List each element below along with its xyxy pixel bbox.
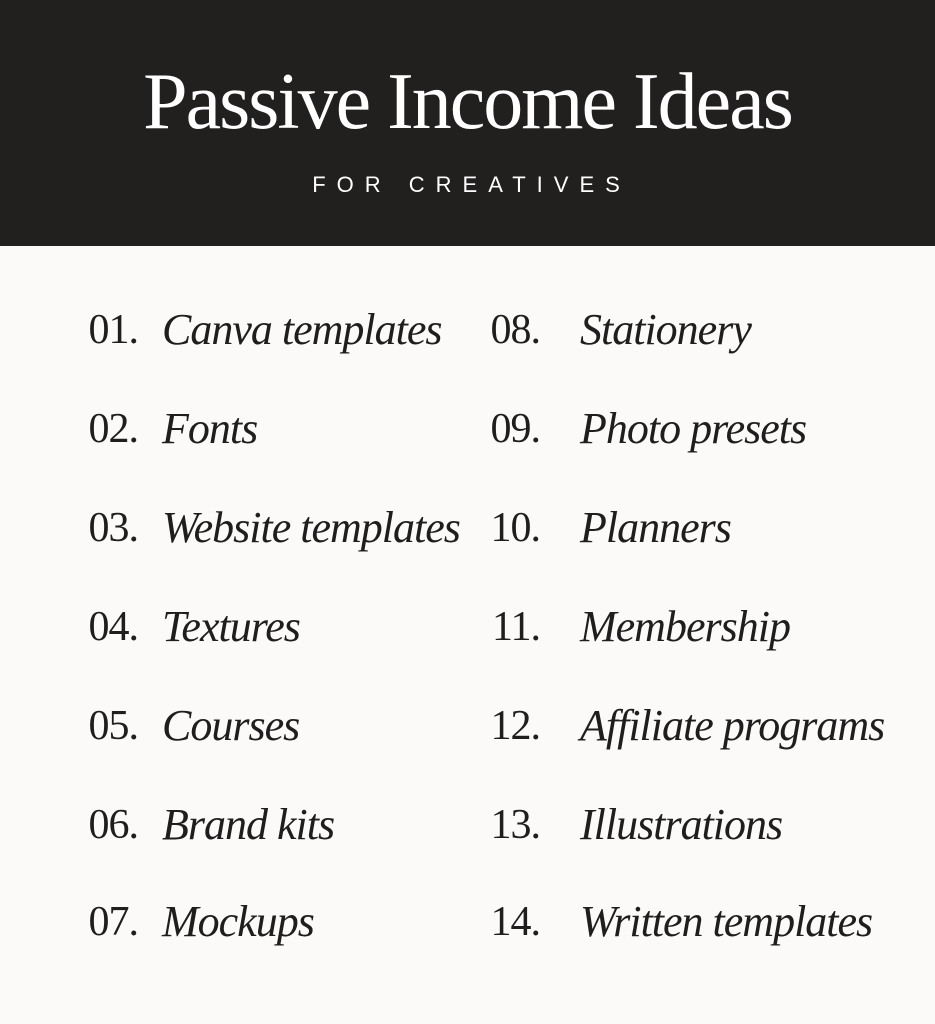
- header-banner: [0, 0, 935, 246]
- item-label: Photo presets: [580, 404, 807, 453]
- item-label: Textures: [162, 602, 300, 651]
- item-number: 03.: [88, 505, 138, 551]
- item-number: 08.: [490, 307, 540, 353]
- page-title: Passive Income Ideas: [143, 58, 792, 146]
- item-label: Brand kits: [162, 800, 335, 849]
- page-subtitle: FOR CREATIVES: [312, 172, 631, 197]
- item-label: Membership: [580, 602, 790, 651]
- item-number: 12.: [490, 703, 540, 749]
- item-number: 14.: [490, 899, 540, 945]
- item-label: Fonts: [162, 404, 258, 453]
- item-number: 13.: [490, 802, 540, 848]
- item-label: Affiliate programs: [580, 701, 885, 750]
- item-label: Mockups: [162, 897, 314, 946]
- item-label: Planners: [580, 503, 731, 552]
- item-number: 07.: [88, 899, 138, 945]
- item-number: 02.: [88, 406, 138, 452]
- item-number: 11.: [492, 604, 540, 650]
- item-number: 06.: [88, 802, 138, 848]
- item-label: Courses: [162, 701, 300, 750]
- item-number: 10.: [490, 505, 540, 551]
- item-label: Illustrations: [580, 800, 783, 849]
- item-number: 04.: [88, 604, 138, 650]
- item-number: 01.: [88, 307, 138, 353]
- item-label: Written templates: [580, 897, 873, 946]
- item-number: 05.: [88, 703, 138, 749]
- item-number: 09.: [490, 406, 540, 452]
- item-label: Canva templates: [162, 305, 442, 354]
- item-label: Website templates: [162, 503, 460, 552]
- item-label: Stationery: [580, 305, 751, 354]
